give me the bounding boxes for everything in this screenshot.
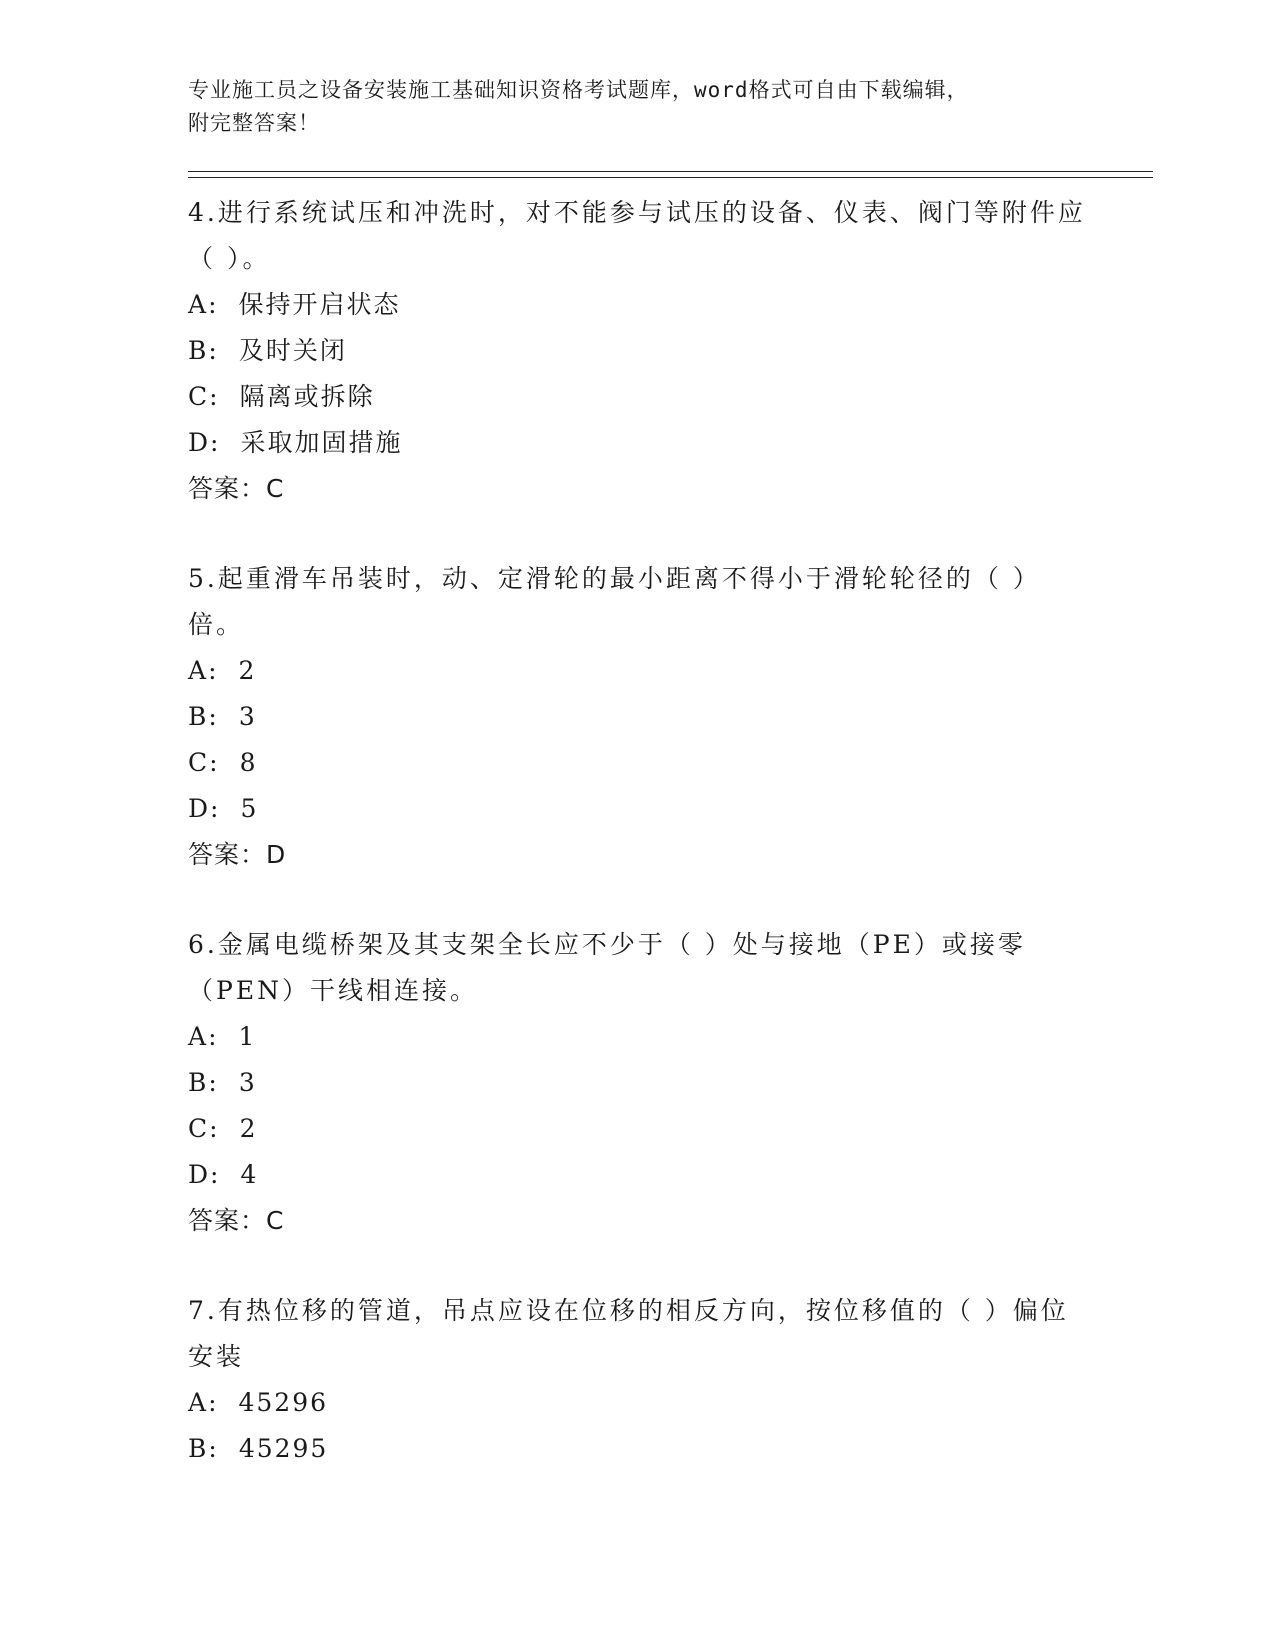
option-letter: A bbox=[188, 1388, 209, 1417]
option-letter: D bbox=[188, 1160, 211, 1189]
answer-line: 答案：D bbox=[188, 840, 287, 869]
option-letter: B bbox=[188, 336, 209, 365]
option-letter: D bbox=[188, 428, 211, 457]
question-text: 6.金属电缆桥架及其支架全长应不少于（ ）处与接地（PE）或接零（PEN）干线相连接。 bbox=[188, 930, 1026, 1005]
option-letter: A bbox=[188, 1022, 209, 1051]
option-letter: C bbox=[188, 1114, 210, 1143]
option-letter: D bbox=[188, 794, 211, 823]
option-text: 8 bbox=[239, 748, 258, 777]
option-text: 保持开启状态 bbox=[238, 290, 401, 319]
answer-line: 答案：C bbox=[188, 474, 285, 503]
document-header bbox=[188, 74, 1088, 140]
option-b: B: 45295 bbox=[188, 1426, 1088, 1472]
option-c: C: 2 bbox=[188, 1106, 1088, 1152]
option-text: 及时关闭 bbox=[238, 336, 347, 365]
answer-line: 答案：C bbox=[188, 1206, 285, 1235]
option-letter: C bbox=[188, 382, 210, 411]
option-text: 3 bbox=[238, 702, 257, 731]
option-a: A: 1 bbox=[188, 1014, 1088, 1060]
header-line-1: 专业施工员之设备安装施工基础知识资格考试题库，word格式可自由下载编辑， bbox=[188, 78, 969, 102]
option-text: 3 bbox=[238, 1068, 257, 1097]
option-letter: A bbox=[188, 290, 209, 319]
question-7 bbox=[188, 1288, 1088, 1472]
option-letter: B bbox=[188, 1434, 209, 1463]
option-c: C: 8 bbox=[188, 740, 1088, 786]
option-text: 5 bbox=[240, 794, 259, 823]
option-b: B: 3 bbox=[188, 1060, 1088, 1106]
option-a: A: 45296 bbox=[188, 1380, 1088, 1426]
option-letter: B bbox=[188, 1068, 209, 1097]
option-letter: C bbox=[188, 748, 210, 777]
question-text: 4.进行系统试压和冲洗时，对不能参与试压的设备、仪表、阀门等附件应（ ）。 bbox=[188, 198, 1086, 273]
question-4 bbox=[188, 190, 1088, 512]
option-a: A: 保持开启状态 bbox=[188, 282, 1088, 328]
option-text: 2 bbox=[238, 656, 257, 685]
option-d: D: 5 bbox=[188, 786, 1088, 832]
option-b: B: 3 bbox=[188, 694, 1088, 740]
option-c: C: 隔离或拆除 bbox=[188, 374, 1088, 420]
header-divider-bottom bbox=[188, 177, 1153, 178]
header-divider-top bbox=[188, 171, 1153, 172]
option-text: 4 bbox=[240, 1160, 259, 1189]
header-line-2: 附完整答案！ bbox=[188, 111, 320, 135]
option-b: B: 及时关闭 bbox=[188, 328, 1088, 374]
option-text: 隔离或拆除 bbox=[239, 382, 375, 411]
question-text: 7.有热位移的管道，吊点应设在位移的相反方向，按位移值的（ ）偏位安装 bbox=[188, 1296, 1069, 1371]
option-text: 采取加固措施 bbox=[240, 428, 403, 457]
option-d: D: 4 bbox=[188, 1152, 1088, 1198]
option-letter: B bbox=[188, 702, 209, 731]
option-d: D: 采取加固措施 bbox=[188, 420, 1088, 466]
option-a: A: 2 bbox=[188, 648, 1088, 694]
question-6 bbox=[188, 922, 1088, 1244]
option-text: 45296 bbox=[238, 1388, 329, 1417]
question-5 bbox=[188, 556, 1088, 878]
option-letter: A bbox=[188, 656, 209, 685]
option-text: 1 bbox=[238, 1022, 257, 1051]
question-text: 5.起重滑车吊装时，动、定滑轮的最小距离不得小于滑轮轮径的（ ）倍。 bbox=[188, 564, 1041, 639]
question-list bbox=[188, 190, 1088, 1516]
option-text: 45295 bbox=[238, 1434, 329, 1463]
option-text: 2 bbox=[239, 1114, 258, 1143]
